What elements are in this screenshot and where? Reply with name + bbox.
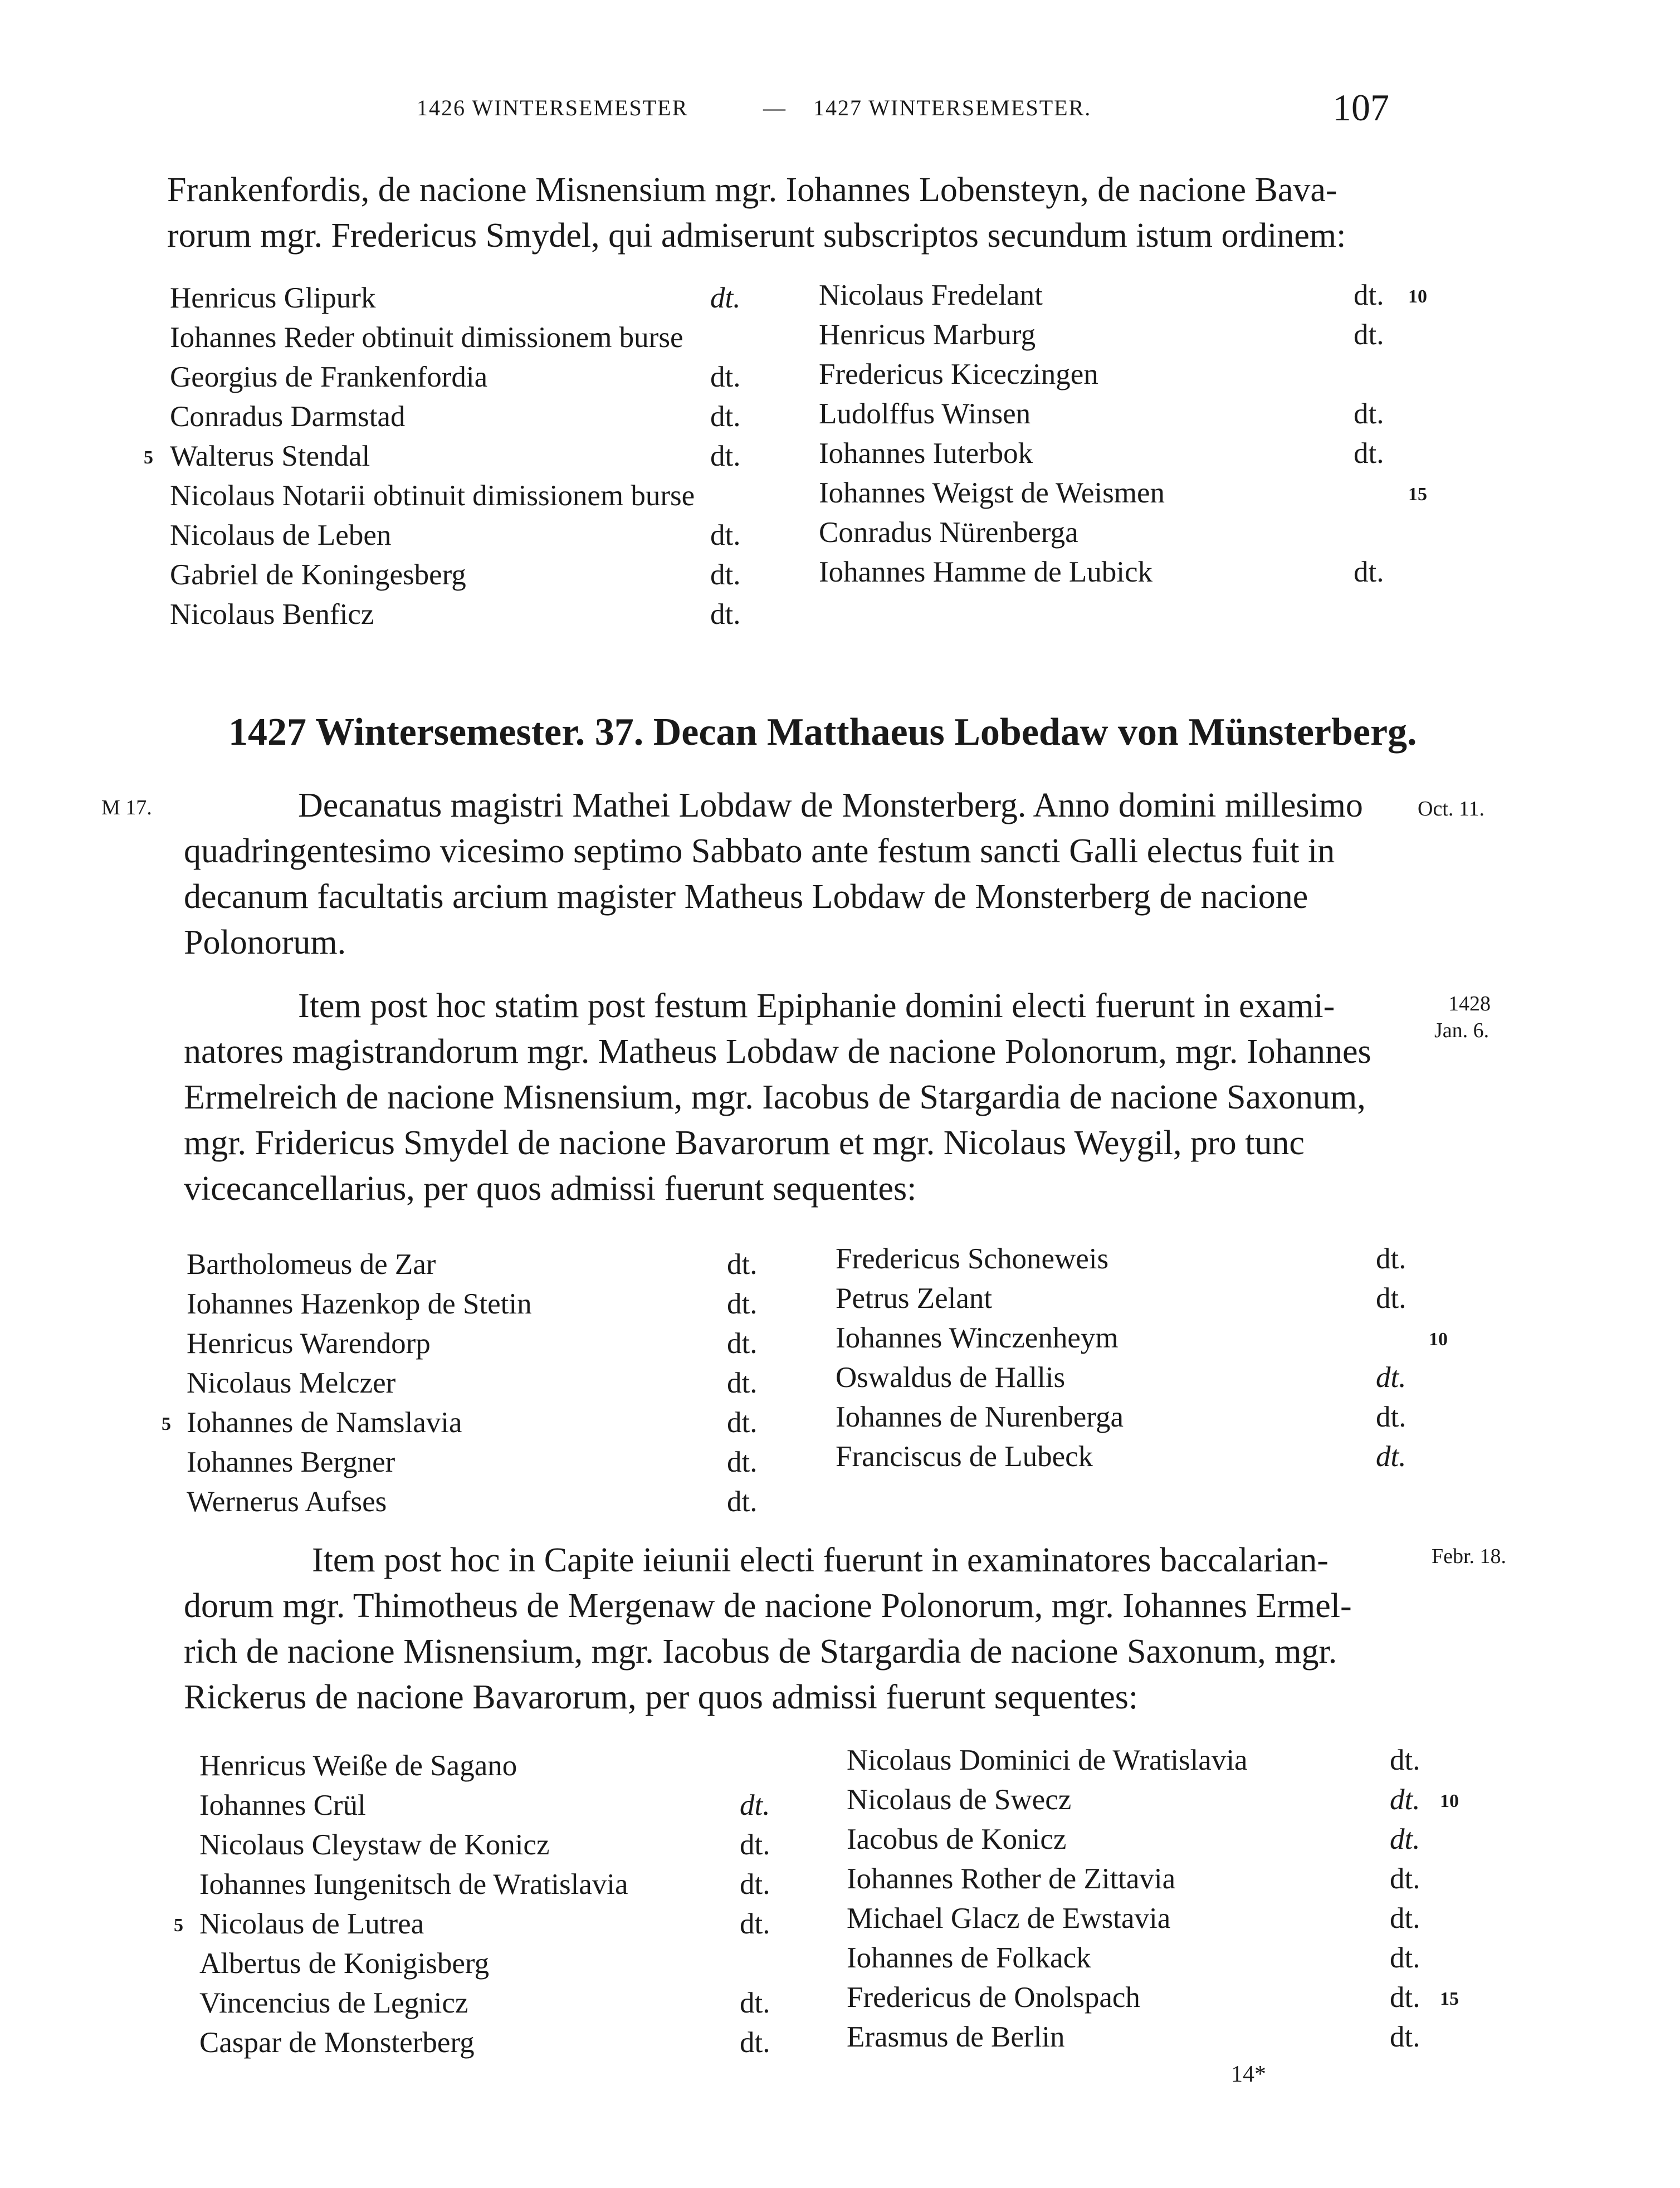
list-entry-name: Oswaldus de Hallis — [836, 1361, 1066, 1394]
line-number: 15 — [1440, 1989, 1459, 2009]
list-entry-name: Fredericus de Onolspach — [847, 1981, 1140, 2014]
list-entry-name: Caspar de Monsterberg — [199, 2026, 475, 2059]
paragraph-line: Polonorum. — [184, 924, 346, 961]
date-note-febr: Febr. 18. — [1432, 1545, 1507, 1568]
intro-line: rorum mgr. Fredericus Smydel, qui admiserunt subscriptos secundum istum ordinem: — [167, 217, 1346, 255]
paragraph-line: decanum facultatis arcium magister Matheus Lobdaw de Monsterberg de nacione — [184, 878, 1308, 916]
list-entry-name: Fredericus Schoneweis — [836, 1243, 1109, 1275]
list-entry-status: dt. — [740, 2026, 770, 2059]
section-heading: 1427 Wintersemester. 37. Decan Matthaeus Lobedaw von Münsterberg. — [228, 711, 1417, 754]
list-entry-name: Franciscus de Lubeck — [836, 1440, 1093, 1473]
running-title-left: 1426 WINTERSEMESTER — [417, 95, 688, 120]
list-entry-name: Nicolaus de Lutrea — [199, 1908, 424, 1940]
list-entry-status: dt. — [740, 1868, 770, 1901]
list-entry-status: dt. — [1354, 279, 1384, 311]
list-entry-name: Iohannes Rother de Zittavia — [847, 1863, 1176, 1895]
paragraph-line: mgr. Fridericus Smydel de nacione Bavarorum et mgr. Nicolaus Weygil, pro tunc — [184, 1124, 1305, 1162]
list-entry-name: Iohannes Crül — [199, 1789, 366, 1821]
list-entry-status: dt. — [710, 282, 741, 314]
paragraph-line: Rickerus de nacione Bavarorum, per quos admissi fuerunt sequentes: — [184, 1678, 1139, 1716]
line-number: 15 — [1408, 484, 1427, 505]
list-entry-name: Iohannes de Folkack — [847, 1942, 1091, 1974]
list-entry-status: dt. — [727, 1406, 758, 1439]
list-entry-name: Nicolaus Fredelant — [819, 279, 1043, 311]
list-entry-name: Iohannes Iungenitsch de Wratislavia — [199, 1868, 628, 1901]
date-note-year: 1428 — [1448, 992, 1491, 1015]
list-entry-status: dt. — [1376, 1282, 1406, 1315]
list-entry-status: dt. — [1390, 1981, 1420, 2014]
list-entry-name: Petrus Zelant — [836, 1282, 993, 1315]
list-entry-status: dt. — [1390, 1823, 1420, 1855]
list-entry-status: dt. — [1390, 1942, 1420, 1974]
paragraph-line: Ermelreich de nacione Misnensium, mgr. Iacobus de Stargardia de nacione Saxonum, — [184, 1078, 1366, 1116]
list-entry-name: Iohannes Hamme de Lubick — [819, 556, 1152, 588]
list-entry-name: Michael Glacz de Ewstavia — [847, 1902, 1171, 1935]
list-entry-name: Iohannes Hazenkop de Stetin — [187, 1288, 532, 1320]
list-entry-name: Henricus Weiße de Sagano — [199, 1750, 517, 1782]
list-entry-status: dt. — [1390, 1784, 1420, 1816]
list-entry-status: dt. — [1376, 1361, 1406, 1394]
list-entry-status: dt. — [727, 1248, 758, 1281]
examinatores-magistrandorum-paragraph — [184, 983, 1371, 1212]
list-entry-status: dt. — [727, 1446, 758, 1478]
list-entry-name: Gabriel de Koningesberg — [170, 559, 466, 591]
list-entry-name: Iohannes Reder obtinuit dimissionem burse — [170, 321, 683, 354]
list-entry-name: Henricus Glipurk — [170, 282, 376, 314]
list-entry-status: dt. — [740, 1987, 770, 2019]
list-entry-status: dt. — [740, 1789, 770, 1821]
list-entry-status: dt. — [1376, 1440, 1406, 1473]
list-entry-name: Bartholomeus de Zar — [187, 1248, 436, 1281]
list-entry-name: Nicolaus Melczer — [187, 1367, 396, 1399]
list-entry-status: dt. — [1354, 398, 1384, 430]
line-number: 5 — [144, 447, 153, 468]
list-entry-name: Nicolaus de Leben — [170, 519, 392, 551]
list-entry-name: Iohannes Winczenheym — [836, 1322, 1119, 1354]
list-entry-status: dt. — [710, 598, 741, 631]
list-entry-status: dt. — [727, 1367, 758, 1399]
list-entry-name: Nicolaus Notarii obtinuit dimissionem burse — [170, 480, 695, 512]
list-entry-status: dt. — [727, 1486, 758, 1518]
list-entry-name: Iohannes Iuterbok — [819, 437, 1033, 470]
list-entry-name: Vincencius de Legnicz — [199, 1987, 468, 2019]
date-note-jan: Jan. 6. — [1434, 1019, 1489, 1042]
list-entry-status: dt. — [1390, 1902, 1420, 1935]
paragraph-line: Decanatus magistri Mathei Lobdaw de Monsterberg. Anno domini millesimo — [298, 787, 1363, 824]
list-entry-name: Iacobus de Konicz — [847, 1823, 1067, 1855]
line-number: 10 — [1429, 1329, 1448, 1350]
line-number: 5 — [162, 1414, 171, 1434]
list-entry-status: dt. — [710, 361, 741, 393]
list-entry-name: Nicolaus Benficz — [170, 598, 374, 631]
list-entry-status: dt. — [1390, 1744, 1420, 1776]
list-entry-name: Iohannes de Namslavia — [187, 1406, 462, 1439]
intro-line: Frankenfordis, de nacione Misnensium mgr. Iohannes Lobensteyn, de nacione Bava- — [167, 171, 1337, 209]
list-entry-name: Nicolaus de Swecz — [847, 1784, 1072, 1816]
list-entry-name: Henricus Marburg — [819, 319, 1036, 351]
paragraph-line: dorum mgr. Thimotheus de Mergenaw de nacione Polonorum, mgr. Iohannes Ermel- — [184, 1587, 1352, 1625]
list-entry-status: dt. — [1390, 1863, 1420, 1895]
list-entry-name: Iohannes Bergner — [187, 1446, 395, 1478]
paragraph-line: Item post hoc in Capite ieiunii electi fuerunt in examinatores baccalarian- — [312, 1541, 1329, 1579]
line-number: 10 — [1408, 286, 1427, 307]
list-entry-status: dt. — [1354, 319, 1384, 351]
examinatores-baccalariandorum-paragraph — [184, 1537, 1352, 1720]
paragraph-line: vicecancellarius, per quos admissi fuerunt sequentes: — [184, 1170, 917, 1208]
list-entry-name: Iohannes Weigst de Weismen — [819, 477, 1165, 509]
list-entry-name: Erasmus de Berlin — [847, 2021, 1065, 2053]
list-entry-status: dt. — [1376, 1401, 1406, 1433]
list-entry-name: Iohannes de Nurenberga — [836, 1401, 1124, 1433]
list-entry-status: dt. — [1390, 2021, 1420, 2053]
date-note-oct: Oct. 11. — [1418, 797, 1484, 820]
paragraph-line: Item post hoc statim post festum Epiphanie domini electi fuerunt in exami- — [298, 987, 1335, 1025]
signature-mark: 14* — [1231, 2062, 1266, 2087]
list-entry-status: dt. — [1376, 1243, 1406, 1275]
list-entry-status: dt. — [1354, 556, 1384, 588]
list-entry-status: dt. — [727, 1327, 758, 1360]
list-entry-name: Nicolaus Cleystaw de Konicz — [199, 1829, 550, 1861]
list-entry-name: Nicolaus Dominici de Wratislavia — [847, 1744, 1248, 1776]
list-entry-name: Ludolffus Winsen — [819, 398, 1031, 430]
paragraph-line: natores magistrandorum mgr. Matheus Lobdaw de nacione Polonorum, mgr. Iohannes — [184, 1033, 1371, 1071]
line-number: 5 — [174, 1915, 183, 1936]
list-entry-status: dt. — [710, 401, 741, 433]
list-entry-status: dt. — [710, 440, 741, 472]
list-entry-status: dt. — [727, 1288, 758, 1320]
list-entry-status: dt. — [1354, 437, 1384, 470]
list-entry-name: Albertus de Konigisberg — [199, 1947, 490, 1980]
decanatus-paragraph — [184, 783, 1363, 965]
list-entry-name: Conradus Darmstad — [170, 401, 406, 433]
intro-paragraph — [167, 167, 1346, 258]
list-entry-status: dt. — [710, 519, 741, 551]
list-entry-name: Fredericus Kiceczingen — [819, 358, 1098, 390]
list-entry-name: Conradus Nürenberga — [819, 516, 1078, 549]
paragraph-line: quadringentesimo vicesimo septimo Sabbato ante festum sancti Galli electus fuit in — [184, 832, 1335, 870]
list-entry-name: Walterus Stendal — [170, 440, 370, 472]
list-entry-status: dt. — [740, 1829, 770, 1861]
list-entry-name: Henricus Warendorp — [187, 1327, 431, 1360]
list-entry-status: dt. — [740, 1908, 770, 1940]
list-entry-name: Wernerus Aufses — [187, 1486, 387, 1518]
page-number: 107 — [1332, 86, 1389, 129]
running-title-separator: — — [763, 95, 787, 120]
line-number: 10 — [1440, 1791, 1459, 1811]
margin-reference: M 17. — [101, 796, 152, 819]
running-title-right: 1427 WINTERSEMESTER. — [813, 95, 1092, 120]
list-entry-status: dt. — [710, 559, 741, 591]
list-entry-name: Georgius de Frankenfordia — [170, 361, 488, 393]
paragraph-line: rich de nacione Misnensium, mgr. Iacobus de Stargardia de nacione Saxonum, mgr. — [184, 1633, 1337, 1671]
